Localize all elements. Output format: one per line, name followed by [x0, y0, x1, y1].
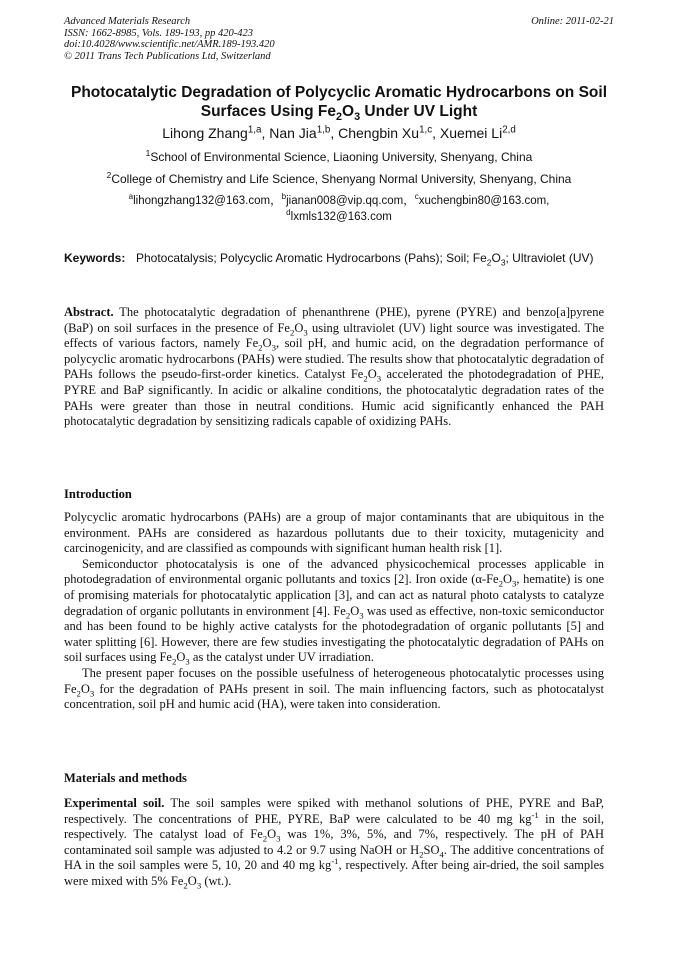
chem-fe2o3: $_2O_3$ — [498, 572, 517, 589]
email-link[interactable]: jianan008@vip.qq.com， — [286, 195, 415, 207]
intro-paragraph-1: Polycyclic aromatic hydrocarbons (PAHs) are a group of major contaminants that are ubiquitous in the environment. PAHs are considered as hazardous pollutants due to their toxicity, mutagenicity and carcinogenicity, and are classified as compounds with significant human health risk [1]. — [64, 510, 604, 556]
subscript: 3 — [500, 257, 506, 268]
title-line-1: Photocatalytic Degradation of Polycyclic Aromatic Hydrocarbons on Soil — [70, 84, 607, 101]
abstract-text: accelerated the photodegradation of PHE, PYRE and BaP significantly. In acidic or alkaline conditions, the photocatalytic degradation rates of the PAHs were greater than those in neutral conditions. Humic acid significantly enhanced the PAH photocatalytic degradation by sensitizing radicals capable of oxidizing PAHs. — [64, 367, 604, 429]
author-affil: 1,a — [247, 124, 262, 136]
author-name: Xuemei Li — [439, 125, 503, 141]
title-line-2 — [40, 102, 638, 124]
affiliation-2 — [40, 172, 638, 186]
introduction-body — [64, 510, 604, 713]
author-affil: 2,d — [502, 124, 516, 136]
email-mark: d — [286, 208, 291, 218]
email-link[interactable]: lihongzhang132@163.com， — [133, 195, 282, 207]
superscript: -1 — [531, 809, 539, 820]
chem-h2so4: $_2SO_4$ — [419, 842, 444, 860]
journal-header — [64, 16, 614, 62]
abstract — [64, 305, 604, 430]
chem-fe2o3: $_2O_3$ — [262, 827, 281, 844]
affil-mark: 2 — [106, 170, 112, 180]
author-name: Nan Jia — [269, 125, 317, 141]
chem-fe2o3: $_2O_3$ — [345, 603, 364, 621]
author-list — [40, 124, 638, 142]
affil-text: College of Chemistry and Life Science, Shenyang Normal University, Shenyang, China — [111, 172, 572, 186]
paper-title — [40, 83, 638, 124]
keywords — [64, 250, 604, 267]
email-mark: a — [128, 192, 134, 202]
doi-line: doi:10.4028/www.scientific.net/AMR.189-193.420 — [64, 39, 275, 50]
title-text: Surfaces Using Fe — [200, 103, 336, 120]
email-mark: c — [414, 192, 419, 202]
kw-part: Photocatalysis; Polycyclic Aromatic Hydrocarbons (Pahs); Soil; Fe — [136, 251, 487, 265]
abstract-text: , soil pH, and humic acid, on the degradation performance of polycyclic aromatic hydrocarbons (PAHs) were studied. The results show that photocatalytic degradation of PAHs follows the pseudo-first-order kinetics. Catalyst Fe — [64, 336, 605, 382]
subscript: 2 — [336, 111, 343, 124]
email-list — [40, 193, 638, 225]
journal-name: Advanced Materials Research — [64, 16, 191, 27]
intro-paragraph-3: The present paper focuses on the possible usefulness of heterogeneous photocatalytic processes using $Fe_2O_3$ for the degradation of PAHs present in soil. The main influencing factors, such as photocatalyst concentration, soil pH and humic acid (HA), were taken into consideration. — [64, 665, 604, 712]
author-name: Lihong Zhang — [162, 125, 248, 141]
email-link[interactable]: lxmls132@163.com — [290, 211, 392, 223]
separator: , — [432, 125, 440, 141]
abstract-text: The photocatalytic degradation of phenanthrene (PHE), pyrene (PYRE) and benzo[a]pyrene (BaP) on soil surfaces in the presence of Fe — [64, 305, 604, 335]
experimental-soil-label: Experimental soil. — [64, 796, 165, 810]
experimental-soil: Experimental soil. The soil samples were spiked with methanol solutions of PHE, PYRE and BaP, respectively. The concentrations of PHE, PYRE, BaP were calculated to be 40 mg $kg^{-1}$ in the soil, respectively. The catalyst load of $Fe_2O_3$ was 1%, 3%, 5%, and 7%, respectively. The pH of PAH contaminated soil sample was adjusted to 4.2 or 9.7 using NaOH or $H_2SO_4$. The additive concentrations of HA in the soil samples were 5, 10, 20 and 40 mg $kg^{-1}$, respectively. After being air-dried, the soil samples were mixed with 5% $Fe_2O_3$ (wt.). — [64, 796, 605, 891]
title-text: Under UV Light — [360, 103, 478, 120]
chem-fe2o3: $_2O_3$ — [363, 367, 382, 384]
author-affil: 1,c — [419, 124, 433, 136]
email-mark: b — [281, 192, 287, 202]
introduction-heading: Introduction — [64, 487, 132, 501]
subscript: 2 — [486, 257, 492, 268]
online-date: Online: 2011-02-21 — [531, 16, 614, 27]
superscript: -1 — [331, 856, 339, 867]
chem-fe2o3: $_2O_3$ — [289, 320, 308, 338]
separator: , — [330, 125, 339, 141]
intro-paragraph-2: Semiconductor photocatalysis is one of the advanced physicochemical processes applicable in photodegradation of environmental organic pollutants and toxics [2]. Iron oxide ($\alpha-Fe_2O_3$, hematite) is one of promising materials for photocatalytic application [3], and can act as natural photo catalysts to catalyze degradation of organic pollutants in environment [4]. $Fe_2O_3$ was used as effective, non-toxic semiconductor and has been found to be highly active catalysts for the photodegradation of organic pollutants [5] and water splitting [6]. However, there are few studies investigating the photocatalytic degradation of PAHs on soil surfaces using $Fe_2O_3$ as the catalyst under UV irradiation. — [64, 556, 605, 667]
author-affil: 1,b — [316, 124, 331, 136]
copyright-line: © 2011 Trans Tech Publications Ltd, Switzerland — [64, 50, 271, 62]
affiliation-1 — [40, 150, 638, 164]
chem-fe2o3: $_2O_3$ — [183, 873, 202, 891]
email-line-2 — [40, 209, 638, 225]
kw-part: ; Ultraviolet (UV) — [505, 251, 594, 265]
affil-mark: 1 — [145, 148, 151, 158]
separator: , — [261, 125, 270, 141]
email-line-1 — [40, 193, 638, 209]
issn-line: ISSN: 1662-8985, Vols. 189-193, pp 420-423 — [64, 27, 253, 39]
abstract-text: using ultraviolet (UV) light source was investigated. The effects of various factors, namely Fe — [64, 320, 604, 351]
author-name: Chengbin Xu — [338, 125, 420, 141]
chem-fe2o3: $_2O_3$ — [171, 650, 190, 667]
affil-text: School of Environmental Science, Liaoning University, Shenyang, China — [150, 150, 533, 164]
kw-part: O — [491, 251, 501, 265]
keywords-label: Keywords: — [64, 251, 126, 265]
subscript: 3 — [354, 111, 361, 124]
chem-fe2o3: $_2O_3$ — [258, 336, 276, 353]
methods-heading: Materials and methods — [64, 771, 187, 785]
abstract-label: Abstract. — [64, 305, 114, 319]
keywords-text — [136, 250, 604, 267]
title-text: O — [342, 103, 355, 120]
chem-fe2o3: $_2O_3$ — [76, 681, 95, 699]
email-link[interactable]: xuchengbin80@163.com, — [418, 195, 550, 207]
